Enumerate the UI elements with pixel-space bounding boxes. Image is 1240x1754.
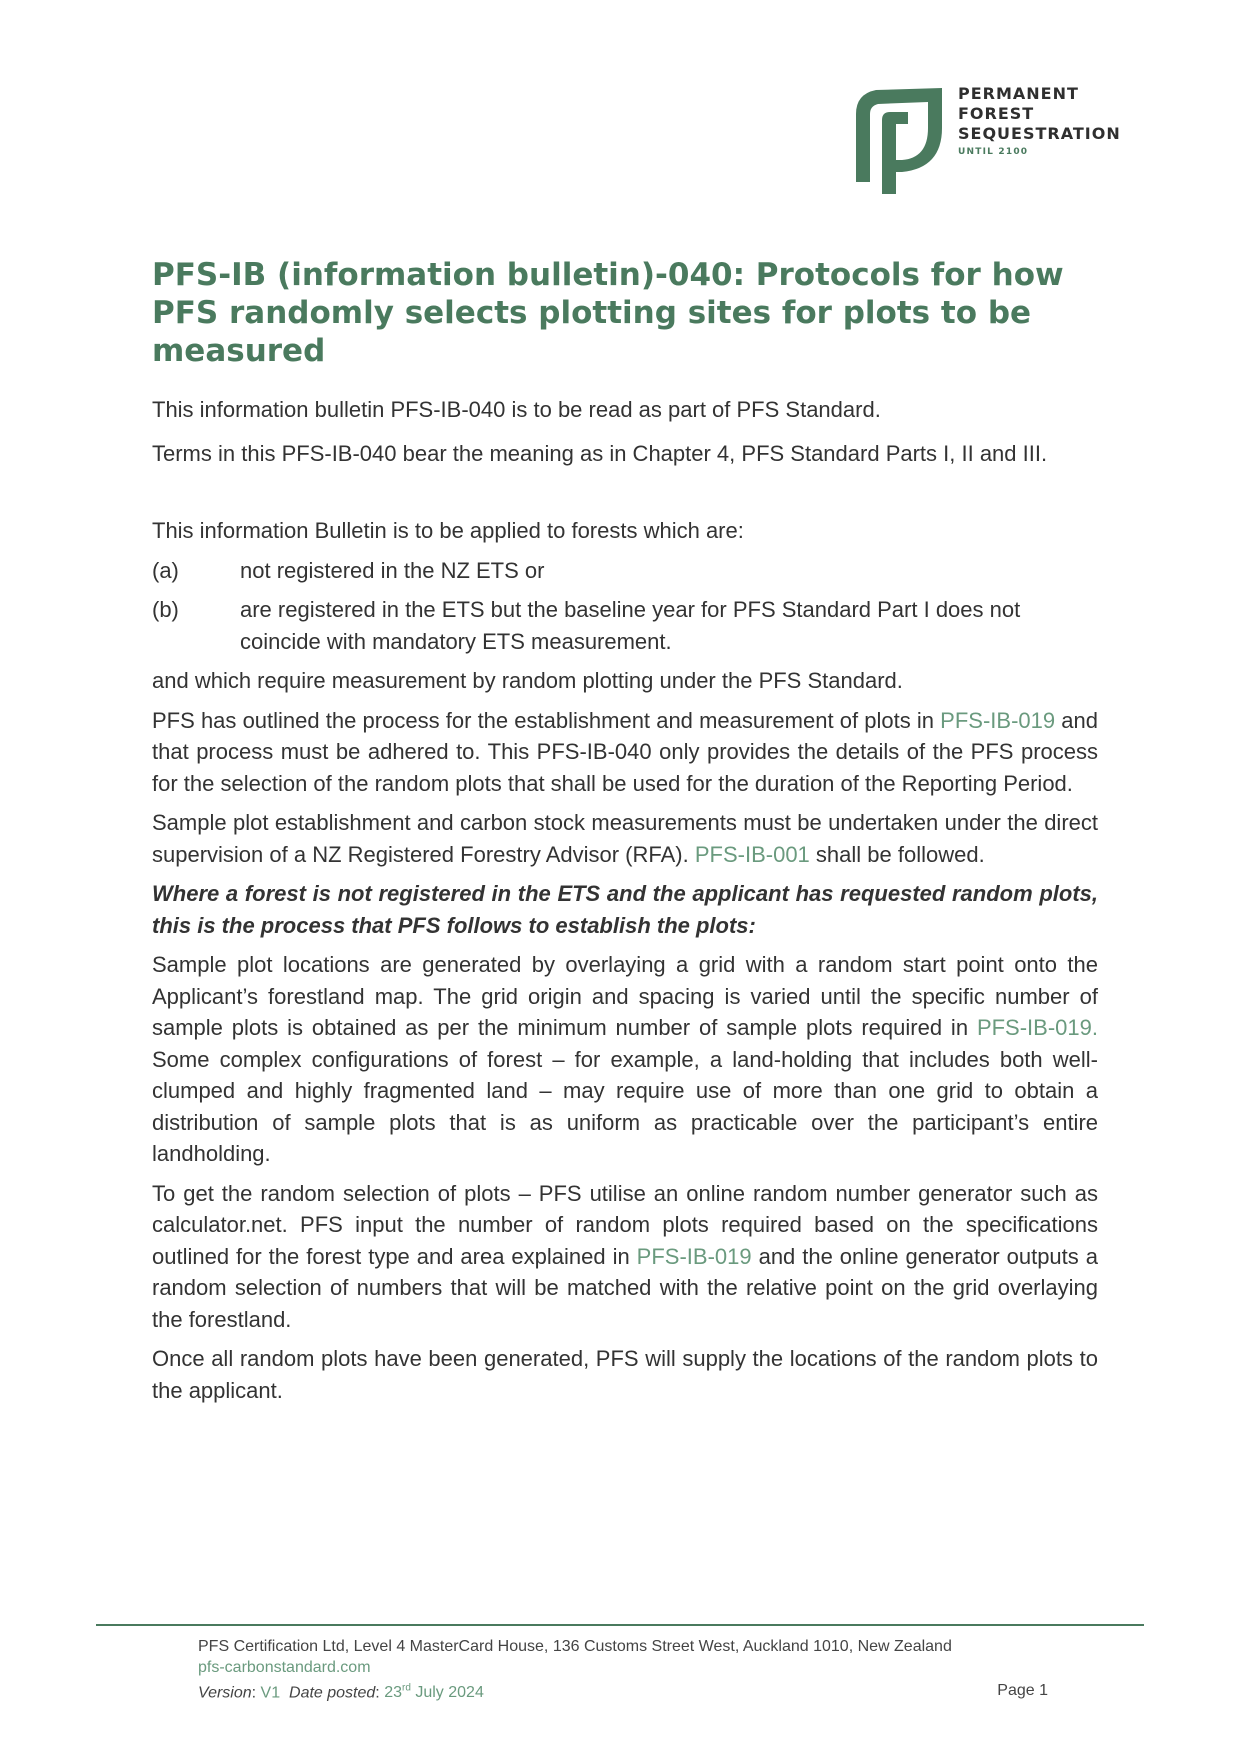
footer-website-link[interactable]: pfs-carbonstandard.com: [198, 1659, 371, 1676]
random-selection-paragraph: [152, 1178, 1098, 1336]
logo-line-3: SEQUESTRATION: [958, 124, 1121, 143]
pfs-ib-019-link[interactable]: PFS-IB-019.: [976, 1015, 1098, 1040]
pfs-ib-019-link[interactable]: PFS-IB-019: [636, 1243, 752, 1269]
grid-text-a: Sample plot locations are generated by overlaying a grid with a random start point onto the Applicant’s forestland map. The grid origin and spacing is varied until the specific number of sample plots is obtained as per the minimum number of sample plots required in: [152, 952, 1098, 1040]
version-value: V1: [260, 1684, 281, 1702]
intro-paragraph-1: This information bulletin PFS-IB-040 is to be read as part of PFS Standard.: [152, 397, 881, 422]
grid-text-b: Some complex configurations of forest – for example, a land-holding that includes both well-clumped and highly fragmented land – may require use of more than one grid to obtain a distribution of sample plots that is as uniform as practicable over the participant’s entire landholding.: [152, 1046, 1098, 1166]
logo-line-1: PERMANENT: [958, 84, 1079, 103]
supervision-text-b: shall be followed.: [815, 841, 985, 867]
supervision-paragraph: [152, 807, 1098, 870]
date-suffix: rd: [401, 1683, 411, 1694]
list-item-label: (b): [152, 597, 179, 622]
intro-paragraph-2: Terms in this PFS-IB-040 bear the meaning as in Chapter 4, PFS Standard Parts I, II and III.: [152, 440, 1048, 466]
date-label: Date posted: [289, 1684, 376, 1702]
list-item-label: (a): [152, 557, 179, 583]
bulletin-body: [152, 256, 1098, 1406]
process-text-a: PFS has outlined the process for the establishment and measurement of plots in: [152, 707, 934, 733]
pfs-leaf-logo-icon: [852, 84, 948, 194]
logo-line-2: FOREST: [958, 104, 1035, 123]
date-value: [384, 1684, 484, 1701]
closing-paragraph: Once all random plots have been generated, PFS will supply the locations of the random plots to the applicant.: [152, 1346, 1098, 1403]
logo-tagline: UNTIL 2100: [958, 147, 1029, 157]
date-rest: July 2024: [415, 1684, 484, 1702]
grid-paragraph: [152, 949, 1098, 1170]
date-day: 23: [384, 1684, 402, 1702]
applies-paragraph: This information Bulletin is to be applied to forests which are:: [152, 518, 744, 543]
random-text-b: and the online generator outputs a random selection of numbers that will be matched with the relative point on the grid overlaying the forestland.: [152, 1243, 1098, 1332]
page-footer: [198, 1636, 1048, 1703]
page-number: Page 1: [997, 1682, 1048, 1699]
list-item-text: not registered in the NZ ETS or: [240, 557, 545, 583]
emphasis-paragraph: Where a forest is not registered in the ETS and the applicant has requested random plots, this is the process that PFS follows to establish the plots:: [152, 881, 1098, 938]
list-item: [152, 594, 1098, 657]
footer-address: PFS Certification Ltd, Level 4 MasterCard House, 136 Customs Street West, Auckland 1010, New Zealand: [198, 1638, 952, 1655]
pfs-ib-019-link[interactable]: PFS-IB-019: [940, 707, 1056, 733]
process-paragraph: [152, 705, 1098, 800]
random-text-a: To get the random selection of plots – PFS utilise an online random number generator such as calculator.net. PFS input the number of random plots required based on the specifications outlined for the forest type and area explained in: [152, 1180, 1098, 1269]
logo-wordmark: [958, 84, 1121, 158]
pfs-ib-001-link[interactable]: PFS-IB-001: [694, 841, 810, 867]
list-item-text: are registered in the ETS but the baseline year for PFS Standard Part I does not coincide with mandatory ETS measurement.: [240, 597, 1021, 654]
pfs-logo: [852, 84, 1172, 194]
page-title: PFS-IB (information bulletin)-040: Protocols for how PFS randomly selects plotting sites for plots to be measured: [152, 257, 1064, 369]
list-item: [152, 555, 1098, 587]
supervision-text-a: Sample plot establishment and carbon stock measurements must be undertaken under the direct supervision of a NZ Registered Forestry Advisor (RFA).: [152, 810, 1098, 867]
version-label: Version: [198, 1684, 252, 1702]
after-list-paragraph: and which require measurement by random plotting under the PFS Standard.: [152, 668, 903, 693]
footer-divider: [96, 1624, 1144, 1626]
footer-version-line: Version: V1 Date posted: 23rd July 2024: [198, 1683, 484, 1702]
process-text-b: and that process must be adhered to. This PFS-IB-040 only provides the details of the PFS process for the selection of the random plots that shall be used for the duration of the Reporting Period.: [152, 707, 1098, 796]
